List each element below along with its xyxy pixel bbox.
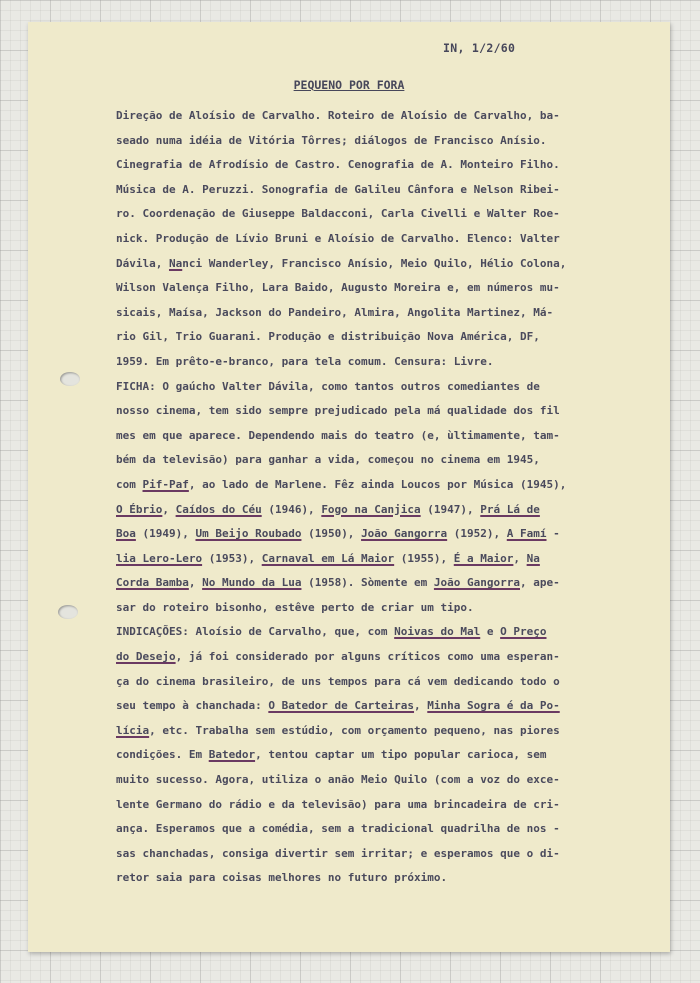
text-line: lente Germano do rádio e da televisão) para uma brincadeira de cri- [116, 797, 560, 811]
text-line: Wilson Valença Filho, Lara Baido, Augusto Moreira e, em números mu- [116, 281, 560, 295]
typewritten-page [28, 22, 670, 952]
film-title: A Famí [506, 527, 547, 541]
text-line: nosso cinema, tem sido sempre prejudicado pela má qualidade dos fil [116, 404, 560, 418]
film-title: Batedor [208, 748, 256, 762]
document-body [116, 104, 656, 891]
text-line: O Ébrio, Caídos do Céu (1946), Fogo na Canjica (1947), Prá Lá de [116, 502, 540, 516]
punch-hole [60, 372, 80, 386]
text-line: 1959. Em prêto-e-branco, para tela comum. Censura: Livre. [116, 354, 494, 368]
film-title: No Mundo da Lua [202, 576, 302, 590]
film-title: Pif-Paf [142, 477, 189, 491]
text-line: Dávila, Nanci Wanderley, Francisco Anísio, Meio Quilo, Hélio Colona, [116, 256, 567, 270]
film-title: Um Beijo Roubado [195, 527, 302, 541]
film-title: O Ébrio [116, 502, 163, 516]
text-line: sicais, Maísa, Jackson do Pandeiro, Almira, Angolita Martinez, Má- [116, 305, 554, 319]
text-line: condições. Em Batedor, tentou captar um tipo popular carioca, sem [116, 748, 547, 762]
text-line: ança. Esperamos que a comédia, sem a tradicional quadrilha de nos - [116, 822, 560, 836]
text-line: FICHA: O gaúcho Valter Dávila, como tantos outros comediantes de [116, 379, 540, 393]
text-line: com Pif-Paf, ao lado de Marlene. Fêz ainda Loucos por Música (1945), [116, 477, 567, 491]
film-title: O Batedor de Carteiras [268, 699, 415, 713]
film-title: Caídos do Céu [175, 502, 262, 516]
text-line: Boa (1949), Um Beijo Roubado (1950), João Gangorra (1952), A Famí - [116, 527, 560, 541]
film-title: Fogo na Canjica [321, 502, 421, 516]
text-line: bém da televisão) para ganhar a vida, começou no cinema em 1945, [116, 453, 540, 467]
text-line: sas chanchadas, consiga divertir sem irritar; e esperamos que o di- [116, 846, 560, 860]
text-line: Direção de Aloísio de Carvalho. Roteiro de Aloísio de Carvalho, ba- [116, 109, 560, 122]
film-title: João Gangorra [361, 527, 448, 541]
text-line: lícia, etc. Trabalha sem estúdio, com orçamento pequeno, nas piores [116, 723, 560, 737]
text-line: retor saia para coisas melhores no futuro próximo. [116, 871, 448, 885]
film-title: Noivas do Mal [394, 625, 481, 639]
text-line: muito sucesso. Agora, utiliza o anão Meio Quilo (com a voz do exce- [116, 773, 560, 787]
text-line: ça do cinema brasileiro, de uns tempos para cá vem dedicando todo o [116, 674, 560, 688]
document-id: IN, 1/2/60 [443, 41, 516, 55]
text-line: sar do roteiro bisonho, estêve perto de criar um tipo. [116, 600, 474, 614]
film-title: João Gangorra [433, 576, 520, 590]
film-title: É a Maior [453, 551, 514, 565]
film-title: Na [526, 551, 540, 565]
text-line: nick. Produção de Lívio Bruni e Aloísio de Carvalho. Elenco: Valter [116, 231, 560, 245]
text-line: INDICAÇÕES: Aloísio de Carvalho, que, com Noivas do Mal e O Preço [116, 625, 547, 639]
text-line: lia Lero-Lero (1953), Carnaval em Lá Maior (1955), É a Maior, Na [116, 551, 540, 565]
text-line: ro. Coordenação de Giuseppe Baldacconi, Carla Civelli e Walter Roe- [116, 207, 560, 221]
film-title: lia Lero-Lero [116, 551, 203, 565]
text-line: rio Gil, Trio Guarani. Produção e distribuição Nova América, DF, [116, 330, 540, 344]
text-line: do Desejo, já foi considerado por alguns críticos como uma esperan- [116, 650, 560, 664]
punch-hole [58, 605, 78, 619]
document-title: PEQUENO POR FORA [293, 78, 405, 92]
text-line: mes em que aparece. Dependendo mais do teatro (e, ùltimamente, tam- [116, 428, 560, 442]
text-line: Corda Bamba, No Mundo da Lua (1958). Sòmente em João Gangorra, ape- [116, 576, 560, 590]
text-line: Música de A. Peruzzi. Sonografia de Galileu Cânfora e Nelson Ribei- [116, 182, 560, 196]
film-title: Minha Sogra é da Po- [427, 699, 560, 713]
film-title: Na [168, 256, 183, 270]
film-title: lícia [116, 723, 150, 737]
text-line: seado numa idéia de Vitória Tôrres; diálogos de Francisco Anísio. [116, 133, 547, 147]
film-title: Corda Bamba [116, 576, 189, 590]
film-title: Boa [116, 527, 136, 541]
text-line: Cinegrafia de Afrodísio de Castro. Cenografia de A. Monteiro Filho. [116, 158, 560, 172]
film-title: do Desejo [116, 650, 176, 664]
film-title: Carnaval em Lá Maior [261, 551, 395, 565]
film-title: Prá Lá de [480, 502, 540, 516]
film-title: O Preço [500, 625, 547, 639]
text-line: seu tempo à chanchada: O Batedor de Carteiras, Minha Sogra é da Po- [116, 699, 560, 713]
